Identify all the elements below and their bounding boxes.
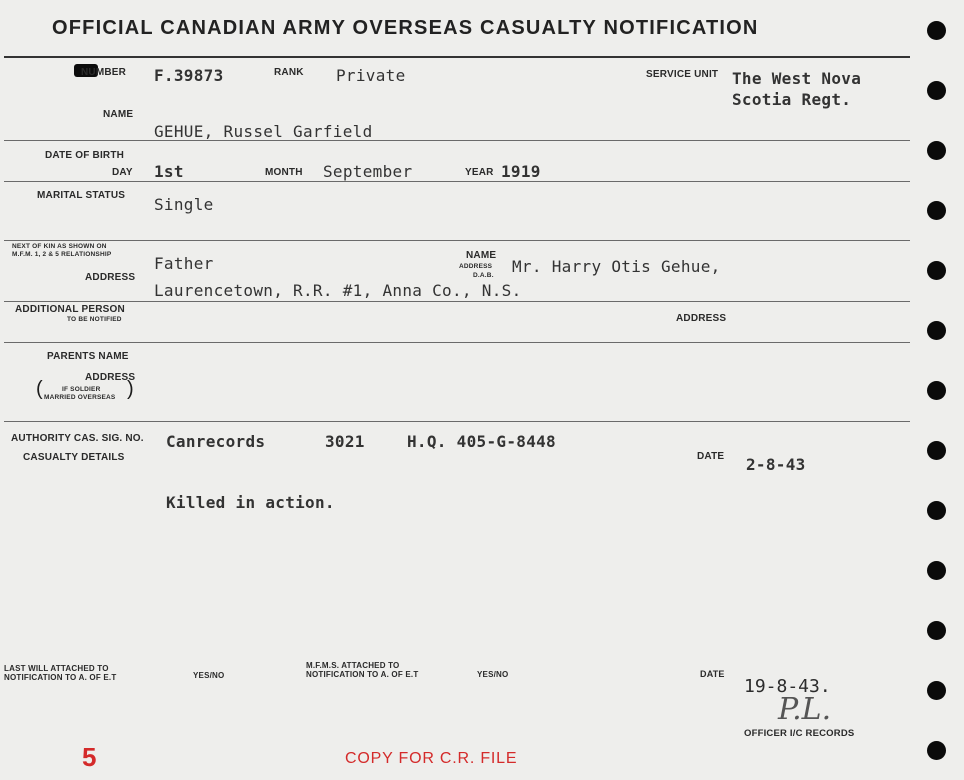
to-be-notified-label: TO BE NOTIFIED bbox=[67, 316, 122, 323]
year-label: YEAR bbox=[465, 167, 494, 178]
month-label: MONTH bbox=[265, 167, 303, 178]
service-unit-line-1: The West Nova bbox=[732, 69, 862, 88]
married-overseas-label: MARRIED OVERSEAS bbox=[44, 394, 116, 401]
relationship-value: Father bbox=[154, 254, 214, 273]
relationship-label: M.F.M. 1, 2 & 5 RELATIONSHIP bbox=[12, 251, 112, 258]
officer-label: OFFICER I/C RECORDS bbox=[744, 728, 855, 739]
authority-label: AUTHORITY CAS. SIG. NO. bbox=[11, 433, 144, 444]
casualty-date-label: DATE bbox=[697, 451, 725, 462]
next-of-kin-label: NEXT OF KIN AS SHOWN ON bbox=[12, 243, 107, 250]
binder-hole bbox=[927, 201, 946, 220]
mfms-label: M.F.M.S. ATTACHED TO bbox=[306, 661, 400, 670]
binder-hole bbox=[927, 501, 946, 520]
binder-hole bbox=[927, 381, 946, 400]
binder-hole bbox=[927, 621, 946, 640]
binder-hole bbox=[927, 681, 946, 700]
divider bbox=[4, 301, 910, 302]
notification-date-value: 19-8-43. bbox=[744, 676, 831, 697]
divider bbox=[4, 421, 910, 422]
nok-dab-label: D.A.B. bbox=[473, 272, 494, 279]
nok-name-value: Mr. Harry Otis Gehue, bbox=[512, 257, 721, 276]
last-will-label: LAST WILL ATTACHED TO bbox=[4, 664, 109, 673]
last-will-yes-no: YES/NO bbox=[193, 671, 225, 680]
birth-year-value: 1919 bbox=[501, 162, 541, 181]
binder-hole bbox=[927, 141, 946, 160]
divider bbox=[4, 56, 910, 58]
form-title: OFFICIAL CANADIAN ARMY OVERSEAS CASUALTY NOTIFICATION bbox=[52, 17, 759, 39]
date-of-birth-label: DATE OF BIRTH bbox=[45, 150, 125, 161]
divider bbox=[4, 181, 910, 182]
nok-address-label: ADDRESS bbox=[85, 272, 136, 283]
authority-number-value: 3021 bbox=[325, 432, 365, 451]
nok-name-label: NAME bbox=[466, 250, 497, 261]
binder-hole bbox=[927, 261, 946, 280]
number-value: F.39873 bbox=[154, 66, 224, 85]
binder-hole bbox=[927, 741, 946, 760]
if-soldier-note: ( IF SOLDIER MARRIED OVERSEAS ) bbox=[36, 378, 134, 401]
additional-address-label: ADDRESS bbox=[676, 313, 727, 324]
binder-hole bbox=[927, 81, 946, 100]
notification-date-label: DATE bbox=[700, 669, 725, 679]
binder-hole bbox=[927, 561, 946, 580]
mfms-yes-no: YES/NO bbox=[477, 670, 509, 679]
if-soldier-label: IF SOLDIER bbox=[62, 386, 101, 393]
mfms-label-2: NOTIFICATION TO A. OF E.T bbox=[306, 670, 419, 679]
birth-day-value: 1st bbox=[154, 162, 184, 181]
hq-reference-value: H.Q. 405-G-8448 bbox=[407, 432, 556, 451]
birth-month-value: September bbox=[323, 162, 413, 181]
divider bbox=[4, 140, 910, 141]
service-unit-line-2: Scotia Regt. bbox=[732, 90, 852, 109]
name-label: NAME bbox=[103, 109, 134, 120]
authority-value: Canrecords bbox=[166, 432, 266, 451]
last-will-label-2: NOTIFICATION TO A. OF E.T bbox=[4, 673, 117, 682]
marital-status-value: Single bbox=[154, 195, 214, 214]
nok-address-small-label: ADDRESS bbox=[459, 263, 493, 270]
parents-name-label: PARENTS NAME bbox=[47, 351, 129, 362]
page-number: 5 bbox=[82, 742, 97, 772]
binder-hole bbox=[927, 21, 946, 40]
rank-value: Private bbox=[336, 66, 406, 85]
additional-person-label: ADDITIONAL PERSON bbox=[15, 304, 125, 315]
binder-hole bbox=[927, 441, 946, 460]
officer-initials-signature: P.L. bbox=[778, 692, 832, 727]
casualty-date-value: 2-8-43 bbox=[746, 455, 806, 474]
divider bbox=[4, 240, 910, 241]
divider bbox=[4, 342, 910, 343]
service-unit-label: SERVICE UNIT bbox=[646, 69, 719, 80]
name-value: GEHUE, Russel Garfield bbox=[154, 122, 373, 141]
nok-address-value: Laurencetown, R.R. #1, Anna Co., N.S. bbox=[154, 281, 522, 300]
marital-status-label: MARITAL STATUS bbox=[37, 190, 126, 201]
copy-label: COPY FOR C.R. FILE bbox=[345, 750, 518, 767]
binder-hole bbox=[927, 321, 946, 340]
casualty-details-label: CASUALTY DETAILS bbox=[23, 452, 125, 463]
day-label: DAY bbox=[112, 167, 133, 178]
casualty-details-value: Killed in action. bbox=[166, 493, 335, 512]
rank-label: RANK bbox=[274, 67, 304, 78]
parents-address-label: ADDRESS bbox=[85, 372, 136, 383]
number-label: NUMBER bbox=[81, 67, 127, 78]
